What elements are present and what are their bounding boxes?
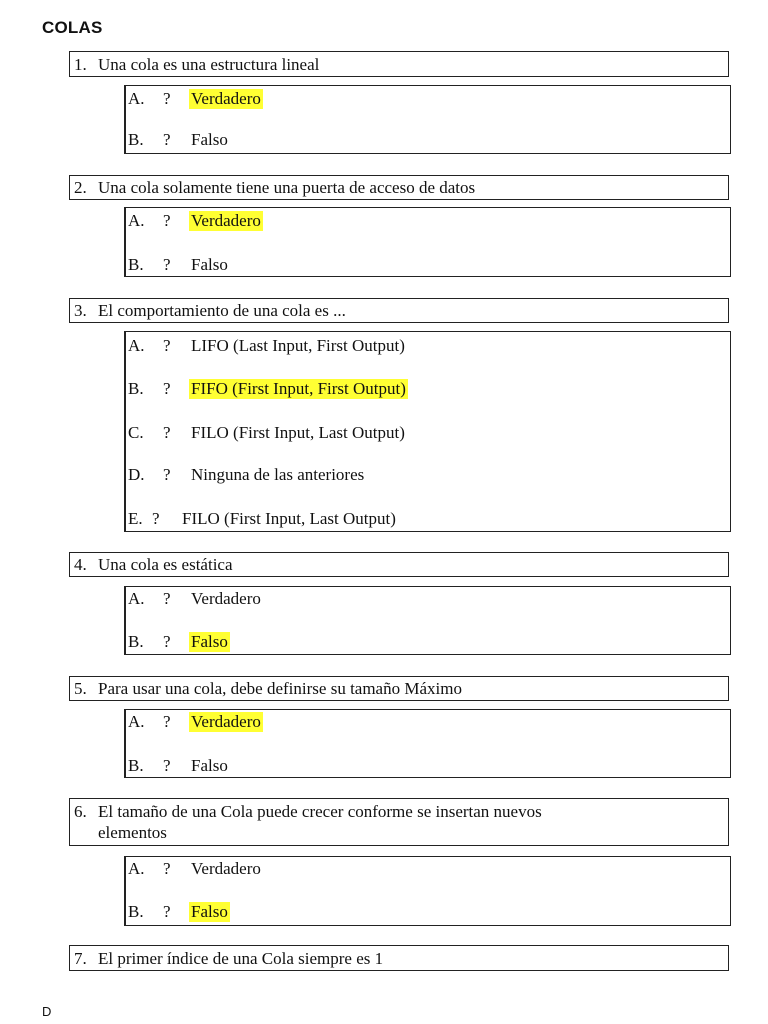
option-text: Ninguna de las anteriores bbox=[191, 465, 365, 484]
page-title: COLAS bbox=[42, 18, 103, 37]
answers-5 bbox=[124, 709, 731, 778]
question-text: Una cola solamente tiene una puerta de acceso de datos bbox=[98, 178, 476, 197]
option-mark: ? bbox=[163, 902, 171, 921]
question-1 bbox=[69, 51, 729, 77]
option-text: Falso bbox=[191, 130, 228, 149]
option-mark: ? bbox=[163, 756, 171, 775]
option-text: FILO (First Input, Last Output) bbox=[191, 423, 405, 442]
option-mark: ? bbox=[163, 130, 171, 149]
question-number: 6. bbox=[74, 802, 87, 821]
option-text: Verdadero bbox=[191, 859, 261, 878]
question-number: 4. bbox=[74, 555, 87, 574]
option-text: FIFO (First Input, First Output) bbox=[191, 379, 406, 398]
option-a[interactable]: A. ? Verdadero bbox=[128, 211, 261, 230]
option-mark: ? bbox=[163, 423, 171, 442]
option-mark: ? bbox=[163, 632, 171, 651]
option-b[interactable]: B. ? Falso bbox=[128, 130, 228, 149]
question-number: 2. bbox=[74, 178, 87, 197]
question-text: El primer índice de una Cola siempre es 1 bbox=[98, 948, 384, 968]
option-text: Verdadero bbox=[191, 589, 261, 608]
answers-1 bbox=[124, 85, 731, 154]
question-2 bbox=[69, 175, 729, 200]
option-a[interactable]: A. ? Verdadero bbox=[128, 859, 261, 878]
option-text: LIFO (Last Input, First Output) bbox=[191, 336, 405, 355]
option-text: Falso bbox=[191, 756, 228, 775]
option-mark: ? bbox=[163, 859, 171, 878]
option-text: Verdadero bbox=[191, 712, 261, 731]
question-number: 1. bbox=[74, 54, 87, 74]
option-a[interactable]: A. ? Verdadero bbox=[128, 589, 261, 608]
option-text: Falso bbox=[191, 255, 228, 274]
question-text: Una cola es estática bbox=[98, 555, 233, 574]
option-text: Falso bbox=[191, 902, 228, 921]
answers-6 bbox=[124, 856, 731, 926]
option-c[interactable]: C. ? FILO (First Input, Last Output) bbox=[128, 423, 405, 442]
option-mark: ? bbox=[163, 89, 171, 108]
option-mark: ? bbox=[163, 336, 171, 355]
question-number: 5. bbox=[74, 679, 87, 698]
question-7 bbox=[69, 945, 729, 971]
question-text: Para usar una cola, debe definirse su tamaño Máximo bbox=[98, 679, 462, 698]
question-number: 7. bbox=[74, 948, 87, 968]
option-text: Verdadero bbox=[191, 211, 261, 230]
option-mark: ? bbox=[163, 379, 171, 398]
option-b[interactable]: B. ? FIFO (First Input, First Output) bbox=[128, 379, 406, 398]
answers-3 bbox=[124, 331, 731, 532]
option-mark: ? bbox=[163, 589, 171, 608]
question-text: Una cola es una estructura lineal bbox=[98, 54, 320, 74]
answers-2 bbox=[124, 207, 731, 277]
option-a[interactable]: A. ? Verdadero bbox=[128, 712, 261, 731]
question-number: 3. bbox=[74, 301, 87, 320]
option-b[interactable]: B. ? Falso bbox=[128, 255, 228, 274]
option-mark: ? bbox=[163, 465, 171, 484]
question-4 bbox=[69, 552, 729, 577]
footer-mark: D bbox=[42, 1004, 52, 1019]
question-text: El comportamiento de una cola es ... bbox=[98, 301, 346, 320]
option-mark: ? bbox=[163, 712, 171, 731]
option-e[interactable]: E. ? FILO (First Input, Last Output) bbox=[128, 509, 396, 528]
option-text: FILO (First Input, Last Output) bbox=[182, 509, 396, 528]
option-text: Falso bbox=[191, 632, 228, 651]
question-6 bbox=[69, 798, 729, 846]
option-d[interactable]: D. ? Ninguna de las anteriores bbox=[128, 465, 365, 484]
question-3 bbox=[69, 298, 729, 323]
option-b[interactable]: B. ? Falso bbox=[128, 632, 228, 651]
option-a[interactable]: A. ? LIFO (Last Input, First Output) bbox=[128, 336, 405, 355]
option-b[interactable]: B. ? Falso bbox=[128, 756, 228, 775]
question-5 bbox=[69, 676, 729, 701]
question-text: El tamaño de una Cola puede crecer conforme se insertan nuevos elementos bbox=[98, 802, 542, 842]
option-mark: ? bbox=[163, 255, 171, 274]
option-a[interactable]: A. ? Verdadero bbox=[128, 89, 261, 108]
option-b[interactable]: B. ? Falso bbox=[128, 902, 228, 921]
option-mark: ? bbox=[163, 211, 171, 230]
option-text: Verdadero bbox=[191, 89, 261, 108]
option-mark: ? bbox=[152, 509, 160, 528]
answers-4 bbox=[124, 586, 731, 655]
